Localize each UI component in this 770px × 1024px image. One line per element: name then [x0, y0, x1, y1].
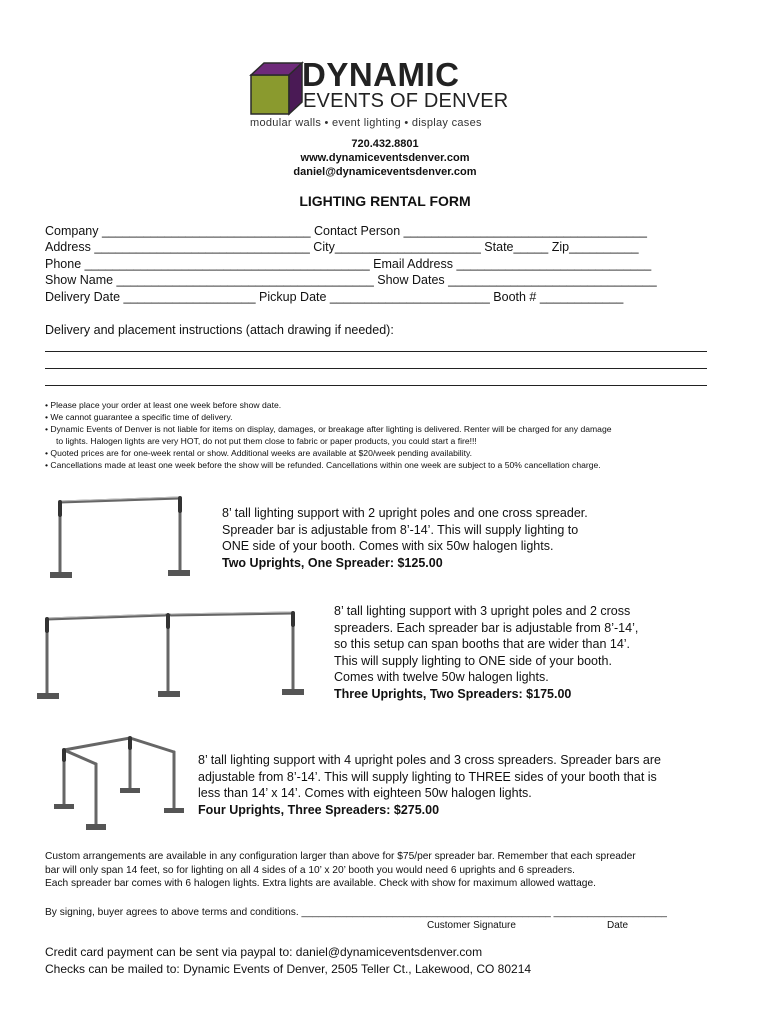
note-item: • Cancellations made at least one week before the show will be refunded. Cancellations within one week are subject to a 50% cancellation charge. [45, 460, 601, 471]
company-contact-line[interactable]: Company ______________________________ Contact Person ___________________________________ [45, 224, 647, 238]
option-price: Three Uprights, Two Spreaders: $175.00 [334, 686, 572, 701]
note-item: • Dynamic Events of Denver is not liable for items on display, damages, or breakage after lighting is delivered. Renter will be charged for any damage [45, 424, 612, 435]
logo-subtitle: EVENTS OF DENVER [303, 90, 509, 112]
option-text: spreaders. Each spreader bar is adjustable from 8’-14’, [334, 620, 639, 635]
option-price: Four Uprights, Three Spreaders: $275.00 [198, 802, 440, 817]
instructions-label: Delivery and placement instructions (attach drawing if needed): [45, 323, 394, 337]
email: daniel@dynamiceventsdenver.com [293, 166, 477, 178]
option-text: ONE side of your booth. Comes with six 50w halogen lights. [222, 539, 554, 553]
option-two-uprights [222, 505, 722, 571]
note-item: • Quoted prices are for one-week rental or show. Additional weeks are available at $20/week pending availability. [45, 448, 473, 459]
date-label: Date [607, 920, 629, 931]
tagline: modular walls • event lighting • display cases [250, 117, 482, 129]
option-text: so this setup can span booths that are wider than 14’. [334, 637, 631, 651]
option-four-uprights [198, 752, 728, 818]
note-item: to lights. Halogen lights are very HOT, do not put them close to fabric or paper products, you could start a fire!!! [56, 436, 477, 447]
custom-text: Custom arrangements are available in any configuration larger than above for $75/per spreader bar. Remember that each spreader [45, 851, 636, 862]
phone: 720.432.8801 [351, 138, 419, 150]
delivery-pickup-line[interactable]: Delivery Date ___________________ Pickup Date _______________________ Booth # ____________ [45, 290, 624, 304]
mail-info: Checks can be mailed to: Dynamic Events of Denver, 2505 Teller Ct., Lakewood, CO 80214 [45, 962, 532, 976]
note-item: • Please place your order at least one week before show date. [45, 400, 282, 410]
instructions-field-1[interactable] [45, 351, 707, 352]
two-upright-diagram [40, 490, 200, 585]
show-name-line[interactable]: Show Name _____________________________________ Show Dates ______________________________ [45, 273, 657, 287]
option-text: 8’ tall lighting support with 2 upright poles and one cross spreader. [222, 506, 588, 520]
option-text: 8’ tall lighting support with 4 upright poles and 3 cross spreaders. Spreader bars are [198, 753, 661, 767]
paypal-info: Credit card payment can be sent via paypal to: daniel@dynamiceventsdenver.com [45, 945, 483, 959]
note-item: • We cannot guarantee a specific time of delivery. [45, 412, 233, 423]
option-text: Spreader bar is adjustable from 8’-14’. This will supply lighting to [222, 522, 579, 537]
signature-line[interactable]: By signing, buyer agrees to above terms and conditions. ____________________________________________ ____________________ [45, 907, 667, 918]
instructions-field-3[interactable] [45, 385, 707, 386]
customer-signature-label: Customer Signature [427, 920, 516, 931]
address-line[interactable]: Address _______________________________ City_____________________ State_____ Zip__________ [45, 240, 639, 254]
logo-title: DYNAMIC [302, 56, 460, 93]
form-title: LIGHTING RENTAL FORM [299, 193, 471, 209]
custom-arrangements [45, 850, 725, 891]
option-text: Comes with twelve 50w halogen lights. [334, 670, 549, 684]
instructions-field-2[interactable] [45, 368, 707, 369]
option-text: less than 14’ x 14’. Comes with eighteen 50w halogen lights. [198, 786, 532, 800]
option-three-uprights [334, 603, 734, 702]
four-upright-diagram [52, 728, 187, 838]
custom-text: bar will only span 14 feet, so for lighting on all 4 sides of a 10’ x 20’ booth you would need 6 uprights and 6 spreaders. [45, 864, 575, 876]
custom-text: Each spreader bar comes with 6 halogen lights. Extra lights are available. Check with show for maximum allowed wattage. [45, 878, 596, 889]
option-price: Two Uprights, One Spreader: $125.00 [222, 555, 443, 570]
three-upright-diagram [35, 605, 305, 705]
phone-email-line[interactable]: Phone _________________________________________ Email Address ____________________________ [45, 257, 652, 271]
option-text: adjustable from 8’-14’. This will supply lighting to THREE sides of your booth that is [198, 769, 657, 784]
option-text: 8’ tall lighting support with 3 upright poles and 2 cross [334, 604, 631, 618]
logo-cube-icon [249, 61, 304, 116]
terms-list [45, 399, 725, 472]
website: www.dynamiceventsdenver.com [300, 152, 470, 164]
option-text: This will supply lighting to ONE side of your booth. [334, 653, 612, 668]
